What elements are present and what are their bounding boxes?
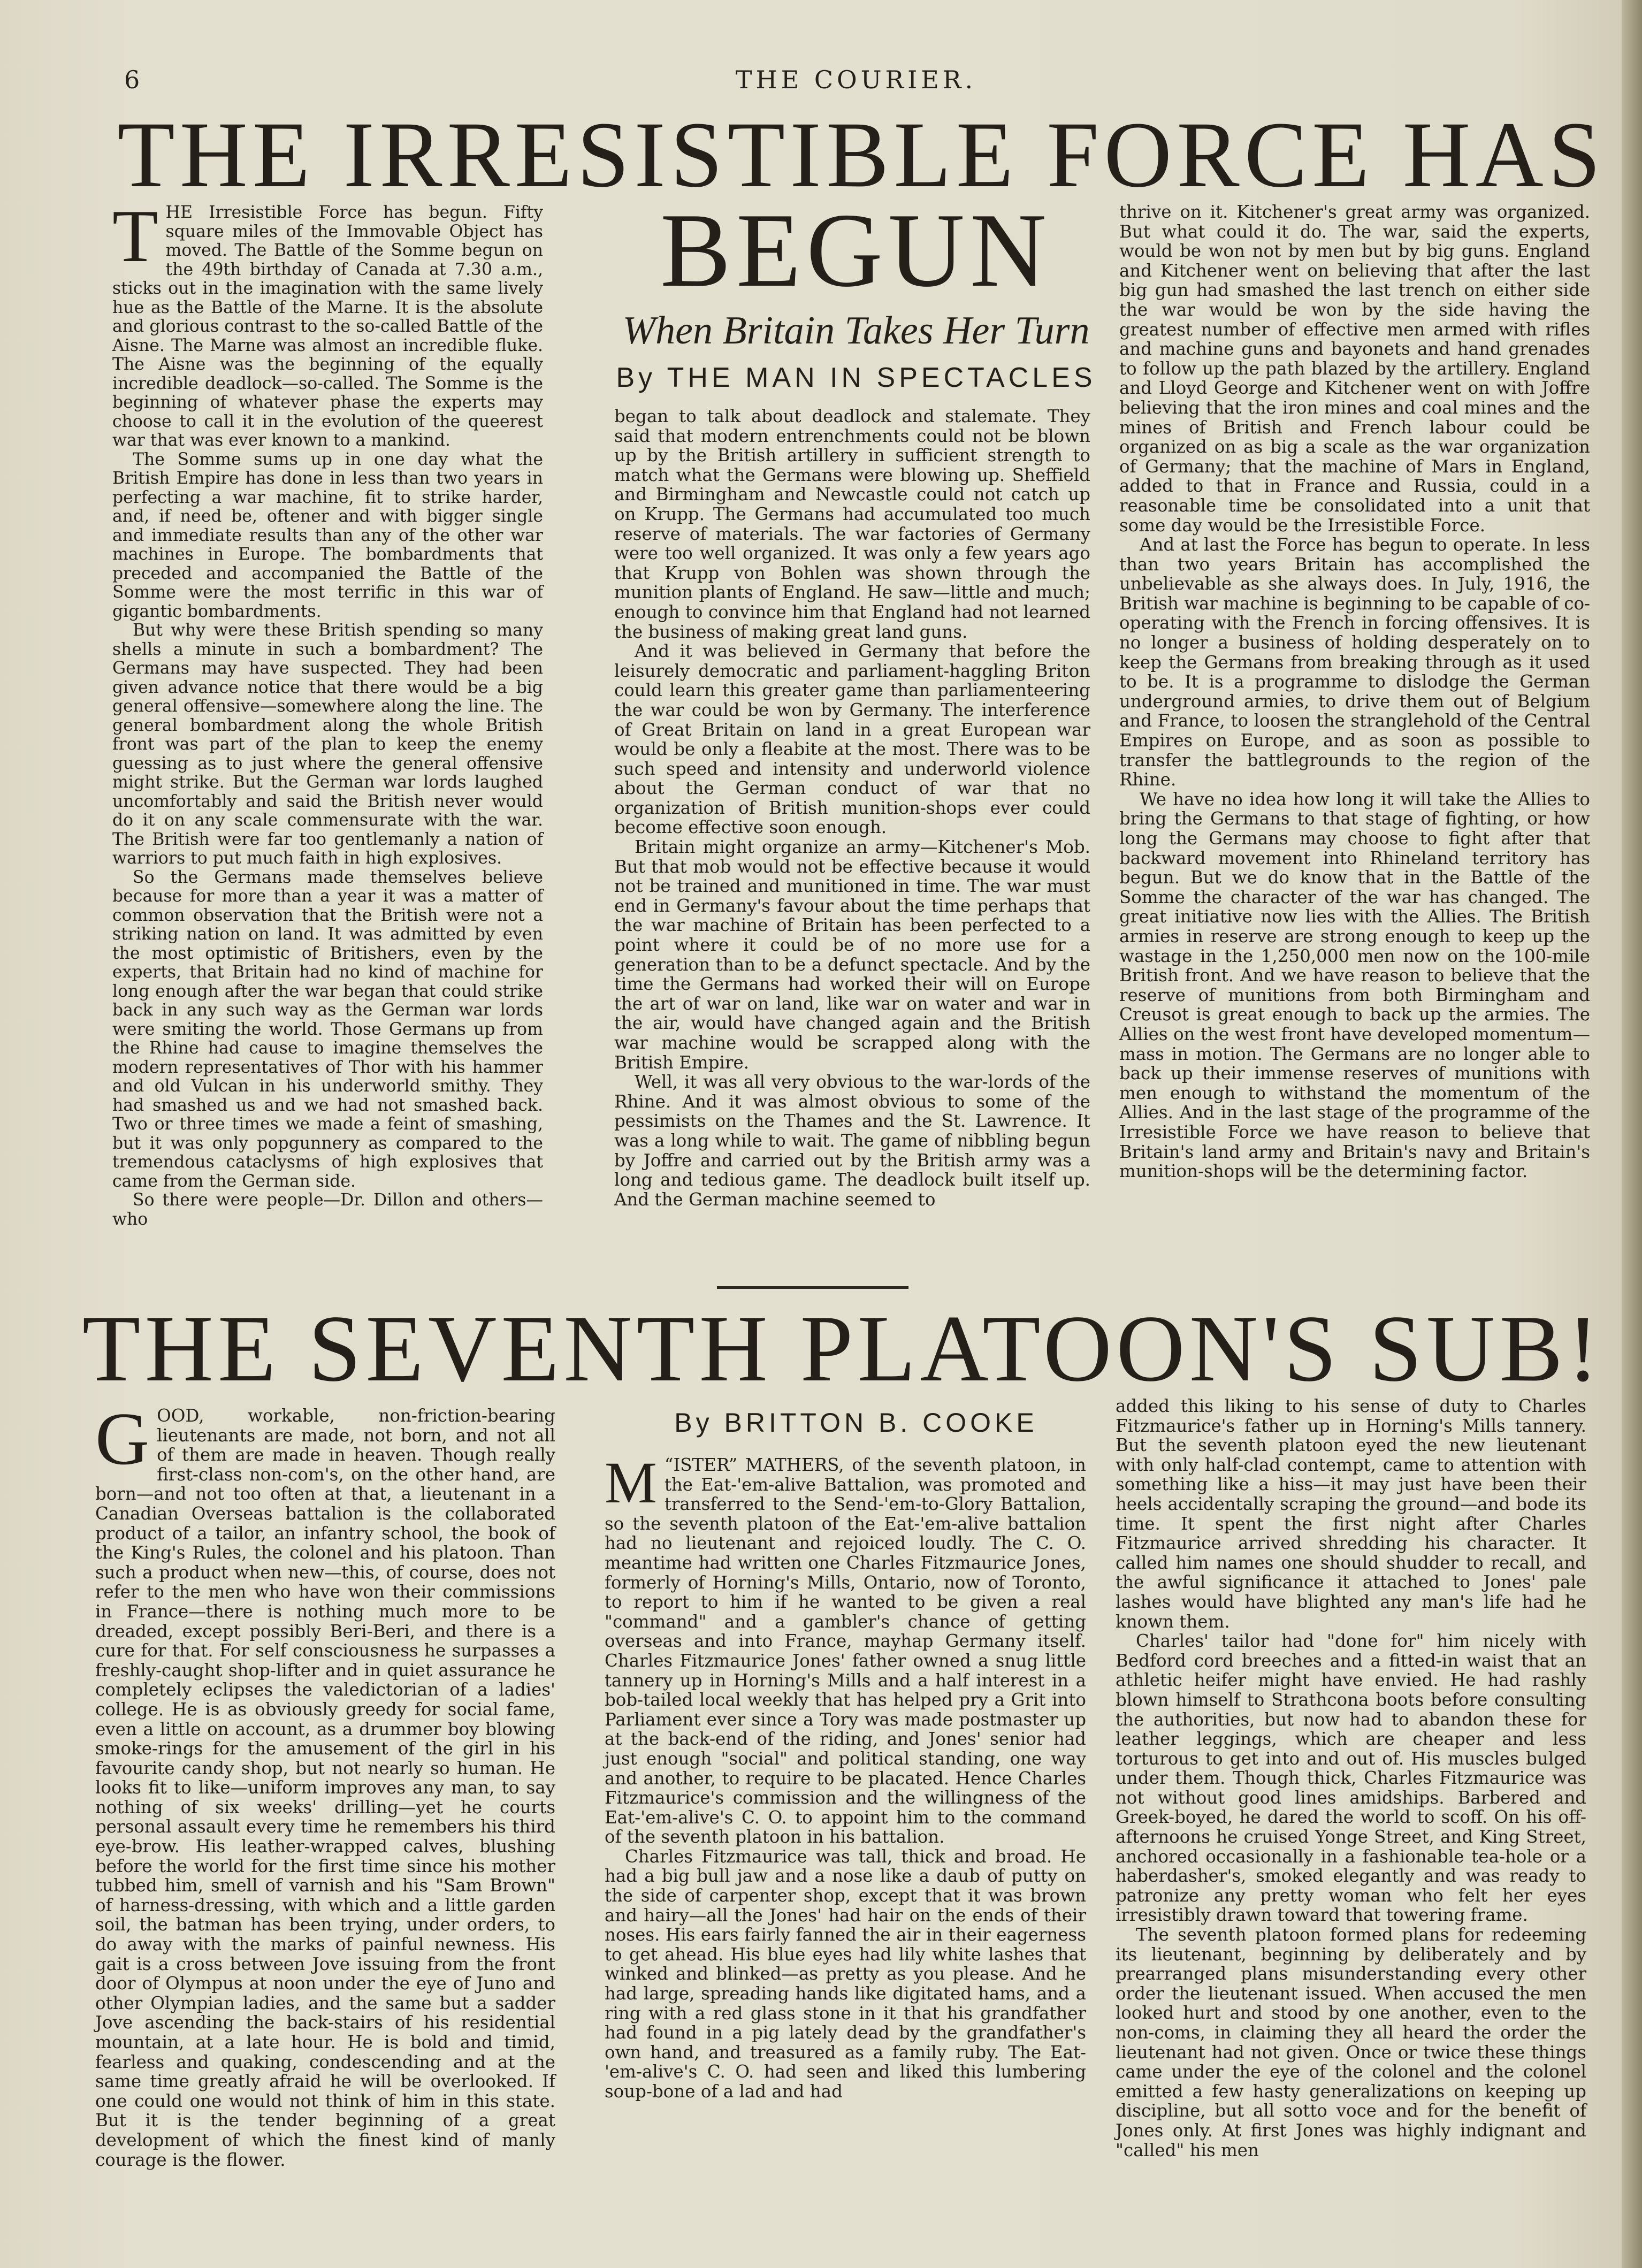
- page-number: 6: [124, 65, 140, 94]
- article-2-column-3: [1116, 1396, 1586, 2160]
- byline-1: By THE MAN IN SPECTACLES: [616, 362, 1096, 393]
- article-1-paragraph: But why were these British spending so many shells a minute in such a bombardment? The Germans may have suspected. They had been given advance notice that there would be a big general offensive—somewhere along the line. The general bombardment along the whole British front was part of the plan to keep the enemy guessing as to just where the general offensive might strike. But the German war lords laughed uncomfortably and said the British never would do it on any scale commensurate with the war. The British were far too gentlemanly a nation of warriors to put much faith in high explosives.: [112, 621, 543, 868]
- headline-1-line-1: THE IRRESISTIBLE FORCE HAS: [117, 103, 1606, 207]
- drop-cap: T: [112, 195, 158, 278]
- article-2-paragraph: Charles Fitzmaurice was tall, thick and broad. He had a big bull jaw and a nose like a daub of putty on the side of carpenter shop, except that it was brown and hairy—all the Jones' had hair on the ends of their noses. His ears fairly fanned the air in their eagerness to get ahead. His blue eyes had lily white lashes that winked and blinked—as pretty as you please. And he had large, spreading hands like digitated hams, and a ring with a red glass stone in it that his grandfather had found in a pig lately dead by the grandfather's own hand, and treasured as a family ruby. The Eat-'em-alive's C. O. had seen and liked this lumbering soup-bone of a lad and had: [605, 1846, 1086, 2102]
- article-2-column-2: [605, 1450, 1086, 2102]
- article-1-paragraph: The Somme sums up in one day what the British Empire has done in less than two years in perfecting a war machine, fit to strike harder, and, if need be, oftener and with bigger single and immediate results than any of the other war machines in Europe. The bombardments that preceded and accompanied the Battle of the Somme were the most terrific in this war of gigantic bombardments.: [112, 449, 543, 621]
- article-1-paragraph: We have no idea how long it will take the Allies to bring the Germans to that stage of fighting, or how long the Germans may choose to fight after that backward movement into Rhineland territory has begun. But we do know that in the Battle of the Somme the character of the war has changed. The great initiative now lies with the Allies. The British armies in reserve are strong enough to keep up the wastage in the 1,250,000 men now on the 100-mile British front. And we have reason to believe that the reserve of munitions from both Birmingham and Creusot is great enough to back up the armies. The Allies on the west front have developed momentum—mass in motion. The Germans are no longer able to back up their immense reserves of munitions with men enough to withstand the momentum of the Allies. And in the last stage of the programme of the Irresistible Force we have reason to believe that Britain's land army and Britain's navy and Britain's munition-shops will be the determining factor.: [1119, 789, 1590, 1182]
- article-1-paragraph: So the Germans made themselves believe because for more than a year it was a matter of common observation that the British were not a striking nation on land. It was admitted by even the most optimistic of Britishers, even by the experts, that Britain had no kind of machine for long enough after the war began that could strike back in any such way as the German war lords were smiting the world. Those Germans up from the Rhine had cause to imagine themselves the modern representatives of Thor with his hammer and old Vulcan in his underworld smithy. They had smashed us and we had not smashed back. Two or three times we made a feint of smashing, but it was only popgunnery as compared to the tremendous cataclysms of high explosives that came from the German side.: [112, 867, 543, 1191]
- article-2-paragraph: The seventh platoon formed plans for redeeming its lieutenant, beginning by deliberately and by prearranged plans misunderstanding every other order the lieutenant issued. When accused the men looked hurt and stood by one another, even to the non-coms, in claiming they all heard the order the lieutenant had not given. Once or twice these things came under the eye of the colonel and the colonel emitted a few hasty generalizations on keeping up discipline, but all sotto voce and for the benefit of Jones only. At first Jones was highly indignant and "called" his men: [1116, 1925, 1586, 2160]
- article-2-paragraph: GOOD, workable, non-friction-bearing lieutenants are made, not born, and not all of them are made in heaven. Though really first-class non-com's, on the other hand, are born—and not too often at that, a lieutenant in a Canadian Overseas battalion is the collaborated product of a tailor, an infantry school, the book of the King's Rules, the colonel and his platoon. Than such a product when new—this, of course, does not refer to the men who have won their commissions in France—there is nothing much more to be dreaded, except possibly Beri-Beri, and there is a cure for that. For self consciousness he surpasses a freshly-caught shop-lifter and in quiet assurance he completely eclipses the valedictorian of a ladies' college. He is as obviously greedy for social fame, even a little on account, as a drummer boy blowing smoke-rings for the amusement of the girl in his favourite candy shop, but not nearly so human. He looks fit to like—uniform improves any man, to say nothing of six weeks' drilling—yet he courts personal assault every time he remembers his third eye-brow. His leather-wrapped calves, blushing before the world for the first time since his mother tubbed him, smell of varnish and his "Sam Brown" of harness-dressing, with which and a little garden soil, the batman has been trying, under orders, to do away with the marks of painful newness. His gait is a cross between Jove issuing from the front door of Olympus at noon under the eye of Juno and other Olympian ladies, and the same but a sadder Jove ascending the back-stairs of his residential mountain, at a late hour. He is bold and timid, fearless and quaking, condescending and at the same time greatly afraid he will be overlooked. If one could one would not think of him in this state. But it is the tender beginning of a great development of which the finest kind of manly courage is the flower.: [95, 1398, 555, 2170]
- article-1-paragraph: Britain might organize an army—Kitchener's Mob. But that mob would not be effective because it would not be trained and munitioned in time. The war must end in Germany's favour about the time perhaps that the war machine of Britain has been perfected to a point where it could be of no more use for a generation than to be a defunct spectacle. And by the time the Germans had worked their will on Europe the art of war on land, like war on water and war in the air, would have changed again and the British war machine would be scrapped along with the British Empire.: [614, 837, 1090, 1073]
- article-2-paragraph: added this liking to his sense of duty to Charles Fitzmaurice's father up in Horning's Mills tannery. But the seventh platoon eyed the new lieutenant with only half-clad contempt, came to attention with something like a hiss—it may just have been their heels accidentally scraping the ground—and bode its time. It spent the first night after Charles Fitzmaurice arrived shredding his character. It called him names one should shudder to recall, and the awful significance it attached to Jones' pale lashes would have blighted any man's life had he known them.: [1116, 1396, 1586, 1632]
- headline-2: THE SEVENTH PLATOON'S SUB!: [82, 1295, 1603, 1401]
- article-1-paragraph: And at last the Force has begun to operate. In less than two years Britain has accomplished the unbelievable as she always does. In July, 1916, the British war machine is beginning to be capable of co-operating with the French in forcing offensives. It is no longer a business of holding desperately on to keep the Germans from breaking through as it used to be. It is a programme to dislodge the German underground armies, to drive them out of Belgium and France, to loosen the stranglehold of the Central Empires on Europe, and as soon as possible to transfer the battlegrounds to the region of the Rhine.: [1119, 534, 1590, 790]
- article-2-column-1: [95, 1398, 555, 2170]
- article-1-paragraph: thrive on it. Kitchener's great army was organized. But what could it do. The war, said the experts, would be won not by men but by big guns. England and Kitchener went on believing that after the last big gun had smashed the last trench on either side the war would be won by the side having the greatest number of effective men armed with rifles and machine guns and bayonets and hand grenades to follow up the path blazed by the artillery. England and Lloyd George and Kitchener went on with Joffre believing that the iron mines and coal mines and the mines of British and French labour could be organized on as big a scale as the war organization of Germany; that the machine of Mars in England, added to that in France and Russia, could in a reasonable time be consolidated into a unit that some day would be the Irresistible Force.: [1119, 202, 1590, 536]
- subheading-1: When Britain Takes Her Turn: [622, 309, 1090, 353]
- article-1-column-3: [1119, 202, 1590, 1181]
- article-1-paragraph: So there were people—Dr. Dillon and others—who: [112, 1190, 543, 1229]
- article-1-paragraph: began to talk about deadlock and stalemate. They said that modern entrenchments could not be blown up by the British artillery in sufficient strength to match what the Germans were blowing up. Sheffield and Birmingham and Newcastle could not catch up on Krupp. The Germans had accumulated too much reserve of materials. The war factories of Germany were too well organized. It was only a few years ago that Krupp von Bohlen was shown through the munition plants of England. He saw—little and much; enough to convince him that England had not learned the business of making great land guns.: [614, 406, 1090, 642]
- page-edge: [1622, 0, 1642, 2268]
- article-1-paragraph: And it was believed in Germany that before the leisurely democratic and parliament-haggling Briton could learn this greater game than parliamenteering the war could be won by Germany. The interference of Great Britain on land in a great European war would be only a fleabite at the most. There was to be such speed and intensity and underworld violence about the German conduct of war that no organization of British munition-shops ever could become effective soon enough.: [614, 641, 1090, 838]
- article-1-paragraph: THE Irresistible Force has begun. Fifty square miles of the Immovable Object has moved. The Battle of the Somme begun on the 49th birthday of Canada at 7.30 a.m., sticks out in the imagination with the same lively hue as the Battle of the Marne. It is the absolute and glorious contrast to the so-called Battle of the Aisne. The Marne was almost an incredible fluke. The Aisne was the beginning of the equally incredible deadlock—so-called. The Somme is the beginning of whatever phase the experts may choose to call it in the evolution of the queerest war that was ever known to a mankind.: [112, 195, 543, 450]
- article-2-paragraph: Charles' tailor had "done for" him nicely with Bedford cord breeches and a fitted-in waist that an athletic heifer might have envied. He had rashly blown himself to Strathcona boots before consulting the authorities, but now had to abandon these for leather leggings, which are cheaper and less torturous to get into and out of. His muscles bulged under them. Though thick, Charles Fitzmaurice was not without good lines amidships. Barbered and Greek-boyed, he dared the world to scoff. On his off-afternoons he cruised Yonge Street, and King Street, anchored occasionally in a fashionable tea-hole or a haberdasher's, smoked elegantly and was ready to patronize any pretty woman who felt her eyes irresistibly drawn toward that towering frame.: [1116, 1631, 1586, 1926]
- running-head: THE COURIER.: [735, 65, 977, 94]
- drop-cap: M: [605, 1450, 657, 1515]
- article-2-paragraph: “ M ISTER” MATHERS, of the seventh platoon, in the Eat-'em-alive Battalion, was promoted and transferred to the Send-'em-to-Glory Battalion, so the seventh platoon of the Eat-'em-alive battalion had no lieutenant and rejoiced loudly. The C. O. meantime had written one Charles Fitzmaurice Jones, formerly of Horning's Mills, Ontario, now of Toronto, to report to him if he wanted to be given a real "command" and a gambler's chance of getting overseas and into France, mayhap Germany itself. Charles Fitzmaurice Jones' father owned a snug little tannery up in Horning's Mills and a half interest in a bob-tailed local weekly that has helped pry a Grit into Parliament ever since a Tory was made postmaster up at the back-end of the riding, and Jones' senior had just enough "social" and political standing, one way and another, to require to be placated. Hence Charles Fitzmaurice's commission and the willingness of the Eat-'em-alive's C. O. to appoint him to the command of the seventh platoon in his battalion.: [605, 1450, 1086, 1847]
- headline-1-line-2: BEGUN: [660, 192, 1052, 309]
- article-1-paragraph: Well, it was all very obvious to the war-lords of the Rhine. And it was almost obvious to some of the pessimists on the Thames and the St. Lawrence. It was a long while to wait. The game of nibbling begun by Joffre and carried out by the British army was a long and tedious game. The deadlock built itself up. And the German machine seemed to: [614, 1072, 1090, 1210]
- byline-2: By BRITTON B. COOKE: [674, 1408, 1038, 1438]
- article-1-column-2: [614, 407, 1090, 1209]
- article-1-column-1: [112, 195, 543, 1229]
- drop-cap: G: [95, 1398, 150, 1480]
- section-divider: [717, 1286, 908, 1289]
